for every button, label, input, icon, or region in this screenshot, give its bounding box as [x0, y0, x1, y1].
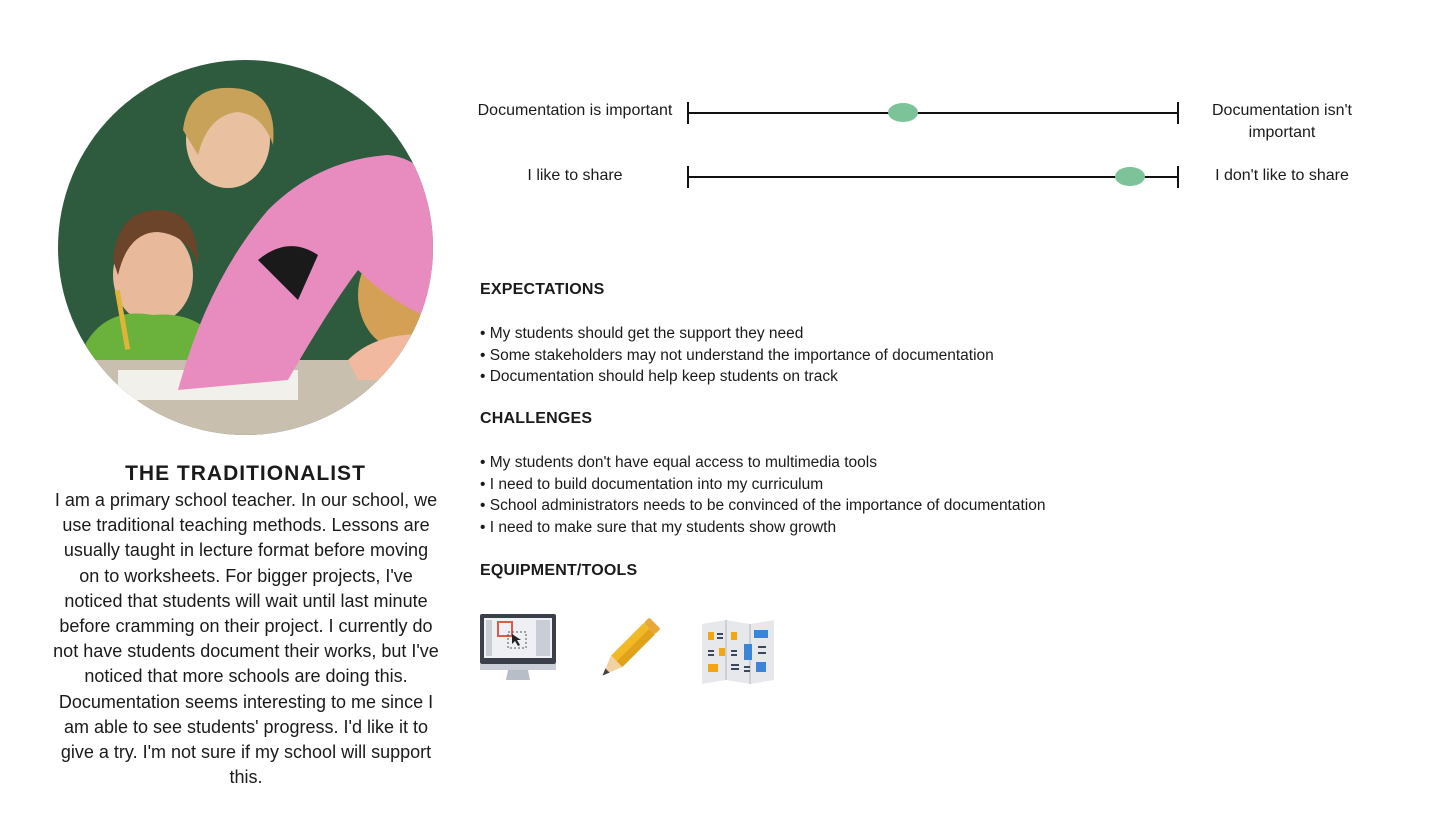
computer-monitor-icon — [478, 610, 558, 690]
list-item: • Some stakeholders may not understand the importance of documentation — [480, 345, 994, 367]
scale-knob[interactable] — [888, 103, 918, 122]
challenges-list — [480, 452, 1045, 538]
persona-name: THE TRADITIONALIST — [125, 462, 366, 485]
scale-left-label: Documentation is important — [477, 102, 673, 119]
list-item: • I need to build documentation into my curriculum — [480, 474, 1045, 496]
scale-knob[interactable] — [1115, 167, 1145, 186]
list-item: • My students don't have equal access to multimedia tools — [480, 452, 1045, 474]
challenges-title: CHALLENGES — [480, 410, 593, 427]
scale-track — [687, 112, 1179, 114]
list-item: • My students should get the support they need — [480, 323, 994, 345]
scale-right-label: Documentation isn't important — [1211, 102, 1352, 141]
equipment-icons — [478, 610, 778, 690]
list-item: • I need to make sure that my students show growth — [480, 517, 1045, 539]
scale-right-label: I don't like to share — [1215, 167, 1349, 184]
expectations-list — [480, 323, 994, 388]
list-item: • School administrators needs to be convinced of the importance of documentation — [480, 495, 1045, 517]
expectations-title: EXPECTATIONS — [480, 281, 605, 298]
persona-bio: I am a primary school teacher. In our school, we use traditional teaching methods. Lessons are usually taught in lecture format before moving on to worksheets. For bigger projects, I've noticed that students will wait until last minute before cramming on their project. I currently do not have students document their works, but I've noticed that more schools are doing this. Documentation seems interesting to me since I am able to see students' progress. I'd like it to give a try. I'm not sure if my school will support this. — [53, 490, 439, 788]
persona-photo — [58, 60, 433, 435]
brochure-icon — [698, 610, 778, 690]
scale-track — [687, 176, 1179, 178]
list-item: • Documentation should help keep students on track — [480, 366, 994, 388]
pencil-icon — [588, 610, 668, 690]
equipment-title: EQUIPMENT/TOOLS — [480, 562, 638, 579]
scale-left-label: I like to share — [527, 167, 623, 184]
